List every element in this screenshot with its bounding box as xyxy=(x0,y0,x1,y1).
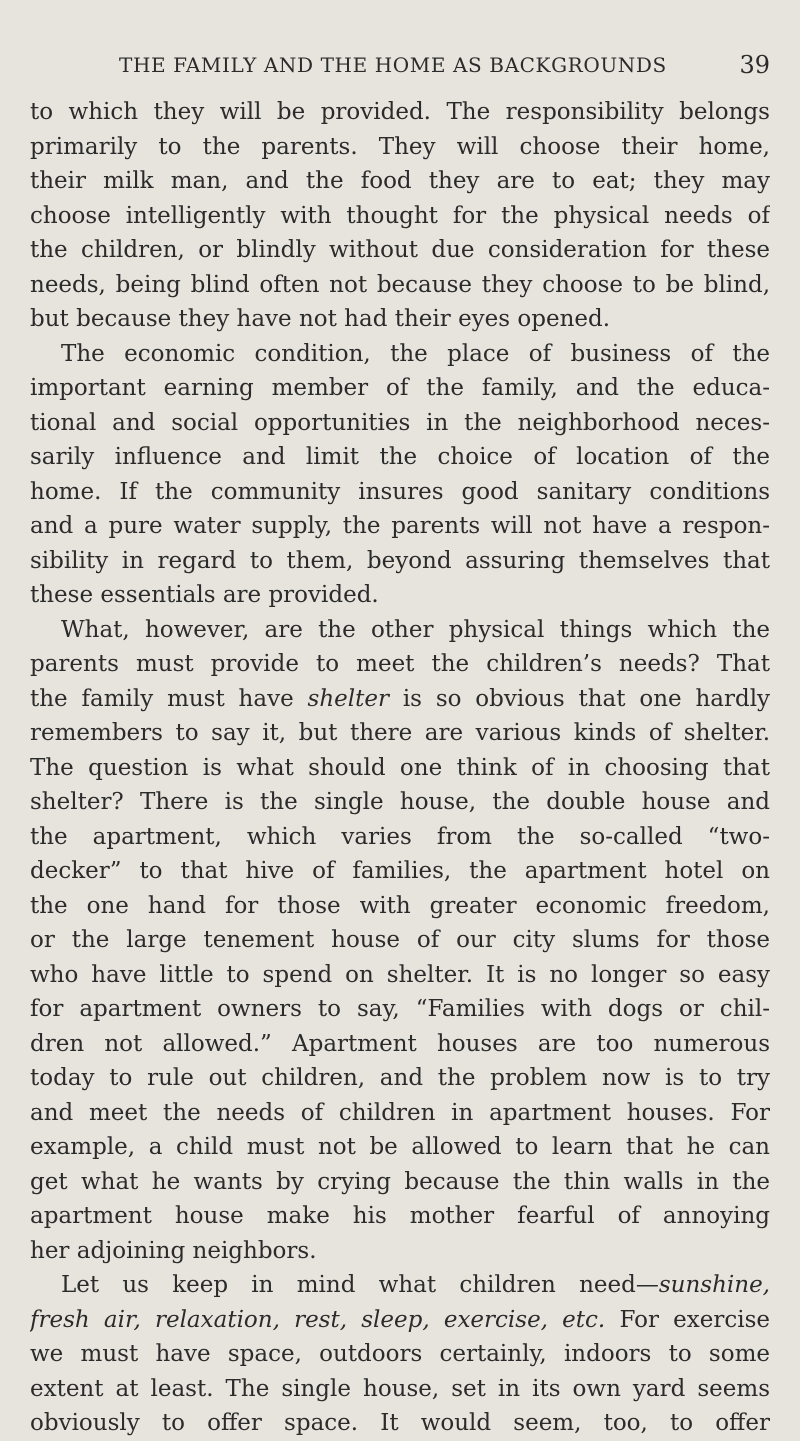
text-line: the one hand for those with greater economic freedom, xyxy=(30,892,770,919)
text-line: her adjoining neighbors. xyxy=(30,1237,317,1264)
text-line: important earning member of the family, and the educa- xyxy=(30,375,770,401)
text-line: but because they have not had their eyes opened. xyxy=(30,306,611,332)
text-line: example, a child must not be allowed to learn that he can xyxy=(30,1134,770,1160)
text-line: home. If the community insures good sanitary conditions xyxy=(30,478,770,505)
text-line: and meet the needs of children in apartment houses. For xyxy=(30,1099,770,1126)
text-line: needs, being blind often not because they choose to be blind, xyxy=(30,271,770,298)
text-line: extent at least. The single house, set in its own yard seems xyxy=(30,1375,770,1402)
running-head: THE FAMILY AND THE HOME AS BACKGROUNDS xyxy=(119,53,667,77)
text-line: primarily to the parents. They will choose their home, xyxy=(30,133,770,160)
text-line: get what he wants by crying because the thin walls in the xyxy=(30,1168,770,1195)
text-line: or the large tenement house of our city slums for those xyxy=(30,927,770,953)
text-line: tional and social opportunities in the neighborhood neces- xyxy=(30,409,770,436)
text-line: sarily influence and limit the choice of location of the xyxy=(30,444,770,470)
page-number: 39 xyxy=(739,51,770,79)
text-line: decker” to that hive of families, the apartment hotel on xyxy=(30,858,770,884)
text-line-with-emphasis xyxy=(30,682,770,717)
paragraph-first-line-with-emphasis xyxy=(30,1268,770,1303)
text-line: the children, or blindly without due consideration for these xyxy=(30,237,770,263)
text-line: we must have space, outdoors certainly, indoors to some xyxy=(30,1341,770,1367)
text-line: their milk man, and the food they are to eat; they may xyxy=(30,168,770,194)
text-line: for apartment owners to say, “Families with dogs or chil- xyxy=(30,996,770,1022)
text-line: these essentials are provided. xyxy=(30,582,379,608)
text-line: parents must provide to meet the children’s needs? That xyxy=(30,651,770,677)
paragraph-first-line: What, however, are the other physical things which the xyxy=(61,616,770,643)
text-line: today to rule out children, and the problem now is to try xyxy=(30,1065,770,1091)
text-line: dren not allowed.” Apartment houses are too numerous xyxy=(30,1030,770,1057)
text-line: who have little to spend on shelter. It is no longer so easy xyxy=(30,961,770,988)
text-line: the apartment, which varies from the so-called “two- xyxy=(30,823,770,850)
text-line: The question is what should one think of in choosing that xyxy=(30,754,770,781)
italic-term: sunshine, xyxy=(658,1272,770,1298)
text-line: to which they will be provided. The responsibility belongs xyxy=(30,99,770,125)
text-segment: the family must have xyxy=(30,685,294,712)
paragraph-first-line: The economic condition, the place of business of the xyxy=(61,340,770,367)
body-text xyxy=(30,95,770,1441)
text-line: sibility in regard to them, beyond assuring themselves that xyxy=(30,547,770,574)
text-segment: For exercise xyxy=(619,1306,770,1333)
text-line: apartment house make his mother fearful of annoying xyxy=(30,1203,770,1229)
text-line: remembers to say it, but there are various kinds of shelter. xyxy=(30,720,770,746)
text-segment: Let us keep in mind what children need— xyxy=(61,1272,659,1298)
text-segment: is so obvious that one hardly xyxy=(402,685,770,712)
italic-term: shelter xyxy=(307,685,389,712)
text-line: obviously to offer space. It would seem, too, to offer xyxy=(30,1410,770,1436)
text-line: choose intelligently with thought for the physical needs of xyxy=(30,202,770,229)
text-line-with-emphasis xyxy=(30,1303,770,1338)
text-line: and a pure water supply, the parents will not have a respon- xyxy=(30,513,770,539)
italic-list: fresh air, relaxation, rest, sleep, exercise, etc. xyxy=(30,1306,606,1333)
text-line: shelter? There is the single house, the double house and xyxy=(30,789,770,815)
